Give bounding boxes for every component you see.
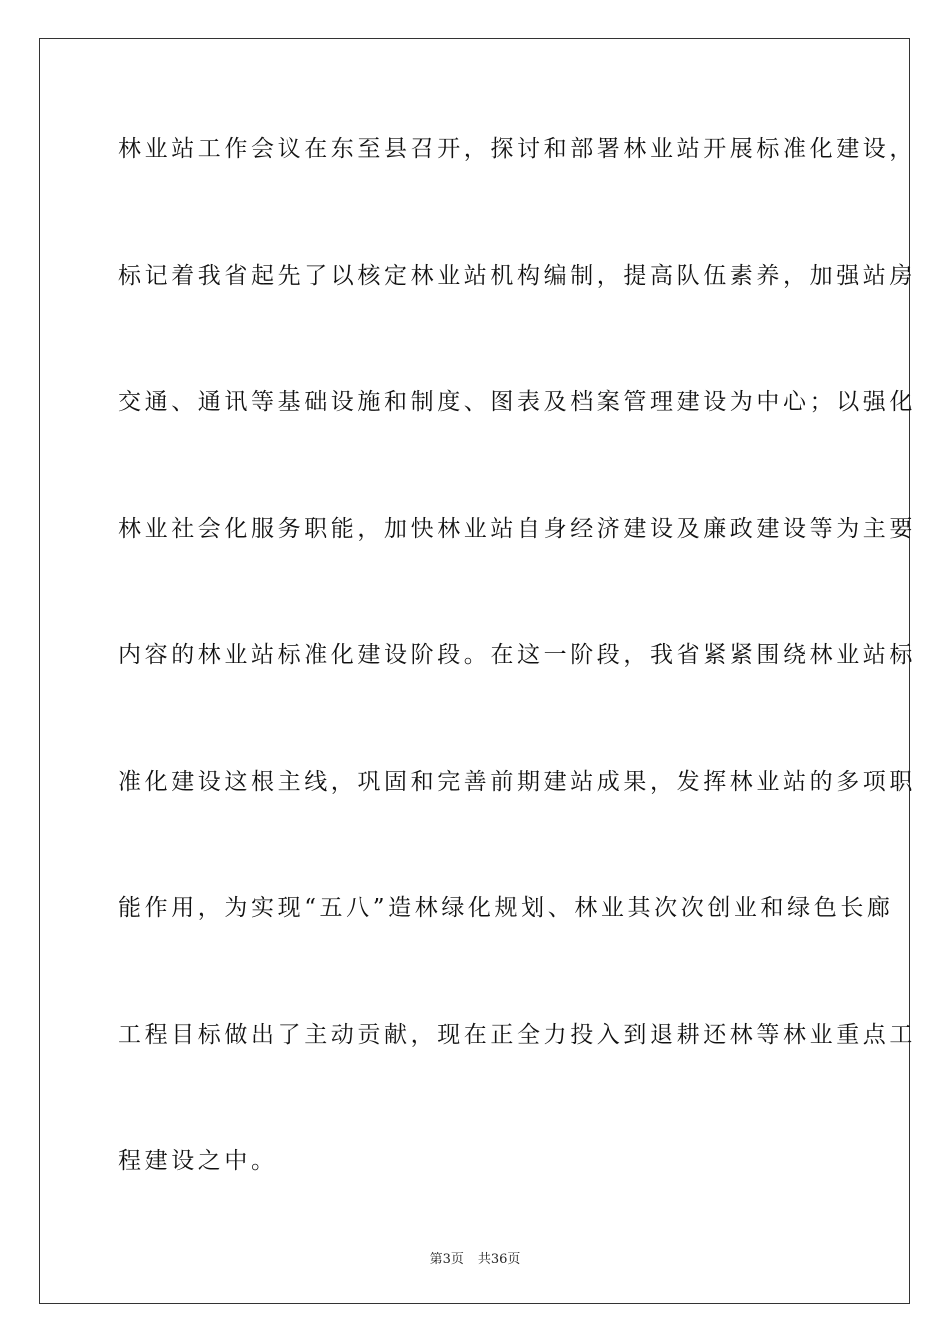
current-page-number: 第3页	[429, 1252, 464, 1267]
text-line: 林业社会化服务职能，加快林业站自身经济建设及廉政建设等为主要	[118, 515, 916, 542]
body-text	[118, 124, 916, 1263]
text-line: 内容的林业站标准化建设阶段。在这一阶段，我省紧紧围绕林业站标	[118, 642, 916, 668]
total-pages: 共36页	[477, 1252, 521, 1267]
text-line: 准化建设这根主线，巩固和完善前期建站成果，发挥林业站的多项职	[118, 768, 916, 795]
text-line: 能作用，为实现“五八”造林绿化规划、林业其次次创业和绿色长廊	[118, 895, 894, 921]
text-line: 工程目标做出了主动贡献，现在正全力投入到退耕还林等林业重点工	[118, 1021, 916, 1048]
text-line: 交通、通讯等基础设施和制度、图表及档案管理建设为中心；以强化	[118, 389, 916, 415]
text-line: 标记着我省起先了以核定林业站机构编制，提高队伍素养，加强站房	[118, 262, 916, 289]
text-line: 林业站工作会议在东至县召开，探讨和部署林业站开展标准化建设，	[118, 136, 916, 162]
text-line: 程建设之中。	[118, 1148, 278, 1174]
page-footer	[0, 1248, 950, 1267]
